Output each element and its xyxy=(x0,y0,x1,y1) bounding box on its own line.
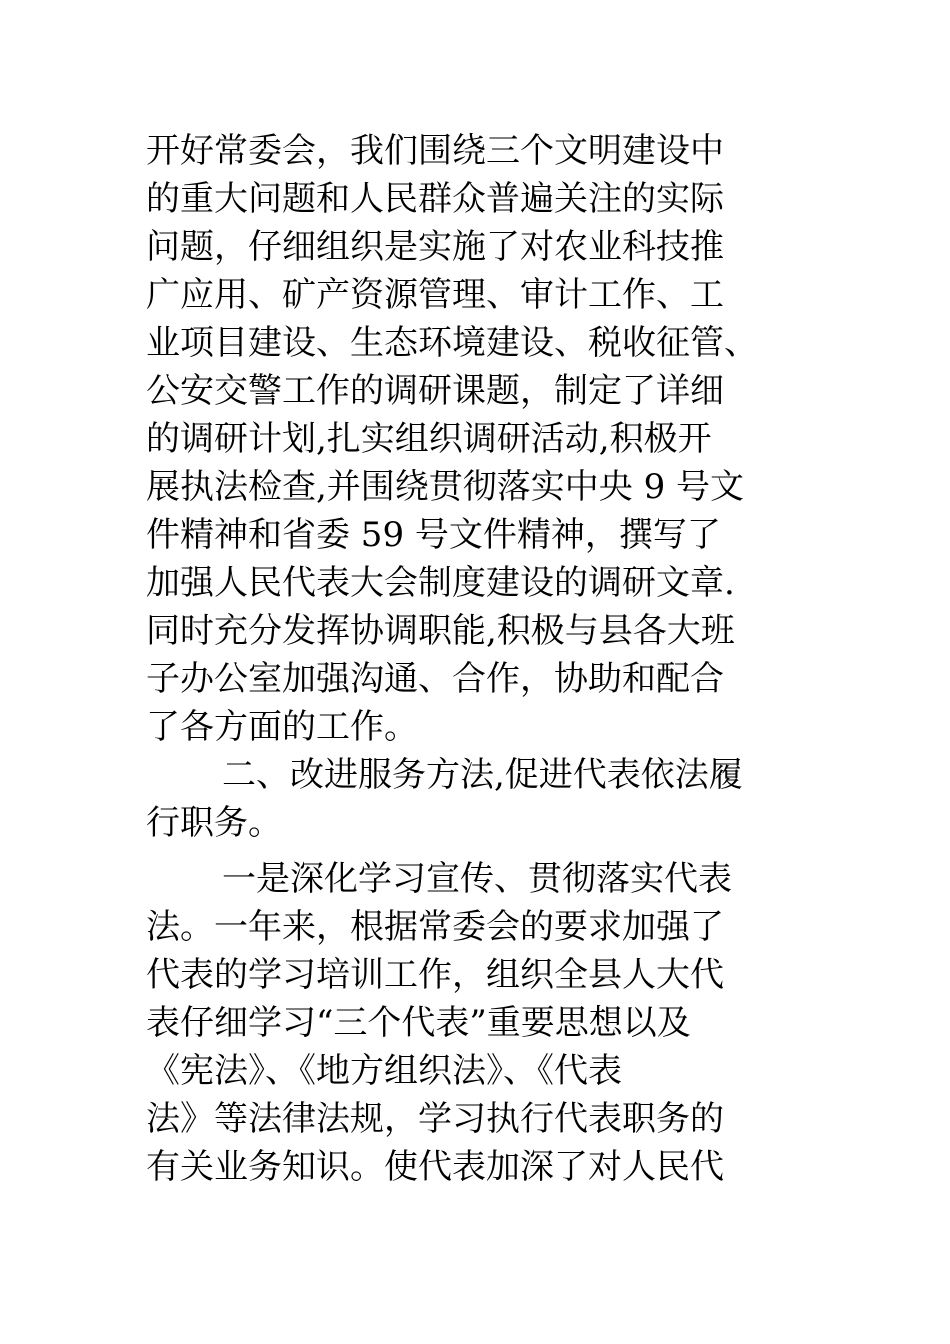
text-line: 子办公室加强沟通、合作，协助和配合 xyxy=(146,659,724,699)
text-line: 二、改进服务方法,促进代表依法履 xyxy=(222,755,743,795)
text-line: 的重大问题和人民群众普遍关注的实际 xyxy=(146,179,724,219)
text-line: 广应用、矿产资源管理、审计工作、工 xyxy=(146,275,724,315)
text-line: 有关业务知识。使代表加深了对人民代 xyxy=(146,1147,724,1187)
text-line: 法。一年来，根据常委会的要求加强了 xyxy=(146,907,724,947)
text-line: 同时充分发挥协调职能,积极与县各大班 xyxy=(146,611,735,651)
text-line: 行职务。 xyxy=(146,803,282,843)
text-line: 一是深化学习宣传、贯彻落实代表 xyxy=(222,859,732,899)
text-line: 《宪法》、《地方组织法》、《代表 xyxy=(146,1051,622,1091)
text-line: 展执法检查,并围绕贯彻落实中央 9 号文 xyxy=(146,467,745,507)
text-line: 的调研计划,扎实组织调研活动,积极开 xyxy=(146,419,712,459)
text-line: 开好常委会，我们围绕三个文明建设中 xyxy=(146,131,724,171)
text-line: 法》等法律法规，学习执行代表职务的 xyxy=(146,1099,724,1139)
text-line: 代表的学习培训工作，组织全县人大代 xyxy=(146,955,724,995)
paragraph xyxy=(146,855,816,1191)
document-body xyxy=(146,127,816,1191)
text-line: 公安交警工作的调研课题，制定了详细 xyxy=(146,371,724,411)
paragraph xyxy=(146,127,816,751)
text-line: 件精神和省委 59 号文件精神，撰写了 xyxy=(146,515,721,555)
text-line: 加强人民代表大会制度建设的调研文章. xyxy=(146,563,735,603)
text-line: 了各方面的工作。 xyxy=(146,707,418,747)
section-heading xyxy=(146,751,816,847)
text-line: 业项目建设、生态环境建设、税收征管、 xyxy=(146,323,758,363)
text-line: 表仔细学习“三个代表”重要思想以及 xyxy=(146,1003,691,1043)
text-line: 问题，仔细组织是实施了对农业科技推 xyxy=(146,227,724,267)
